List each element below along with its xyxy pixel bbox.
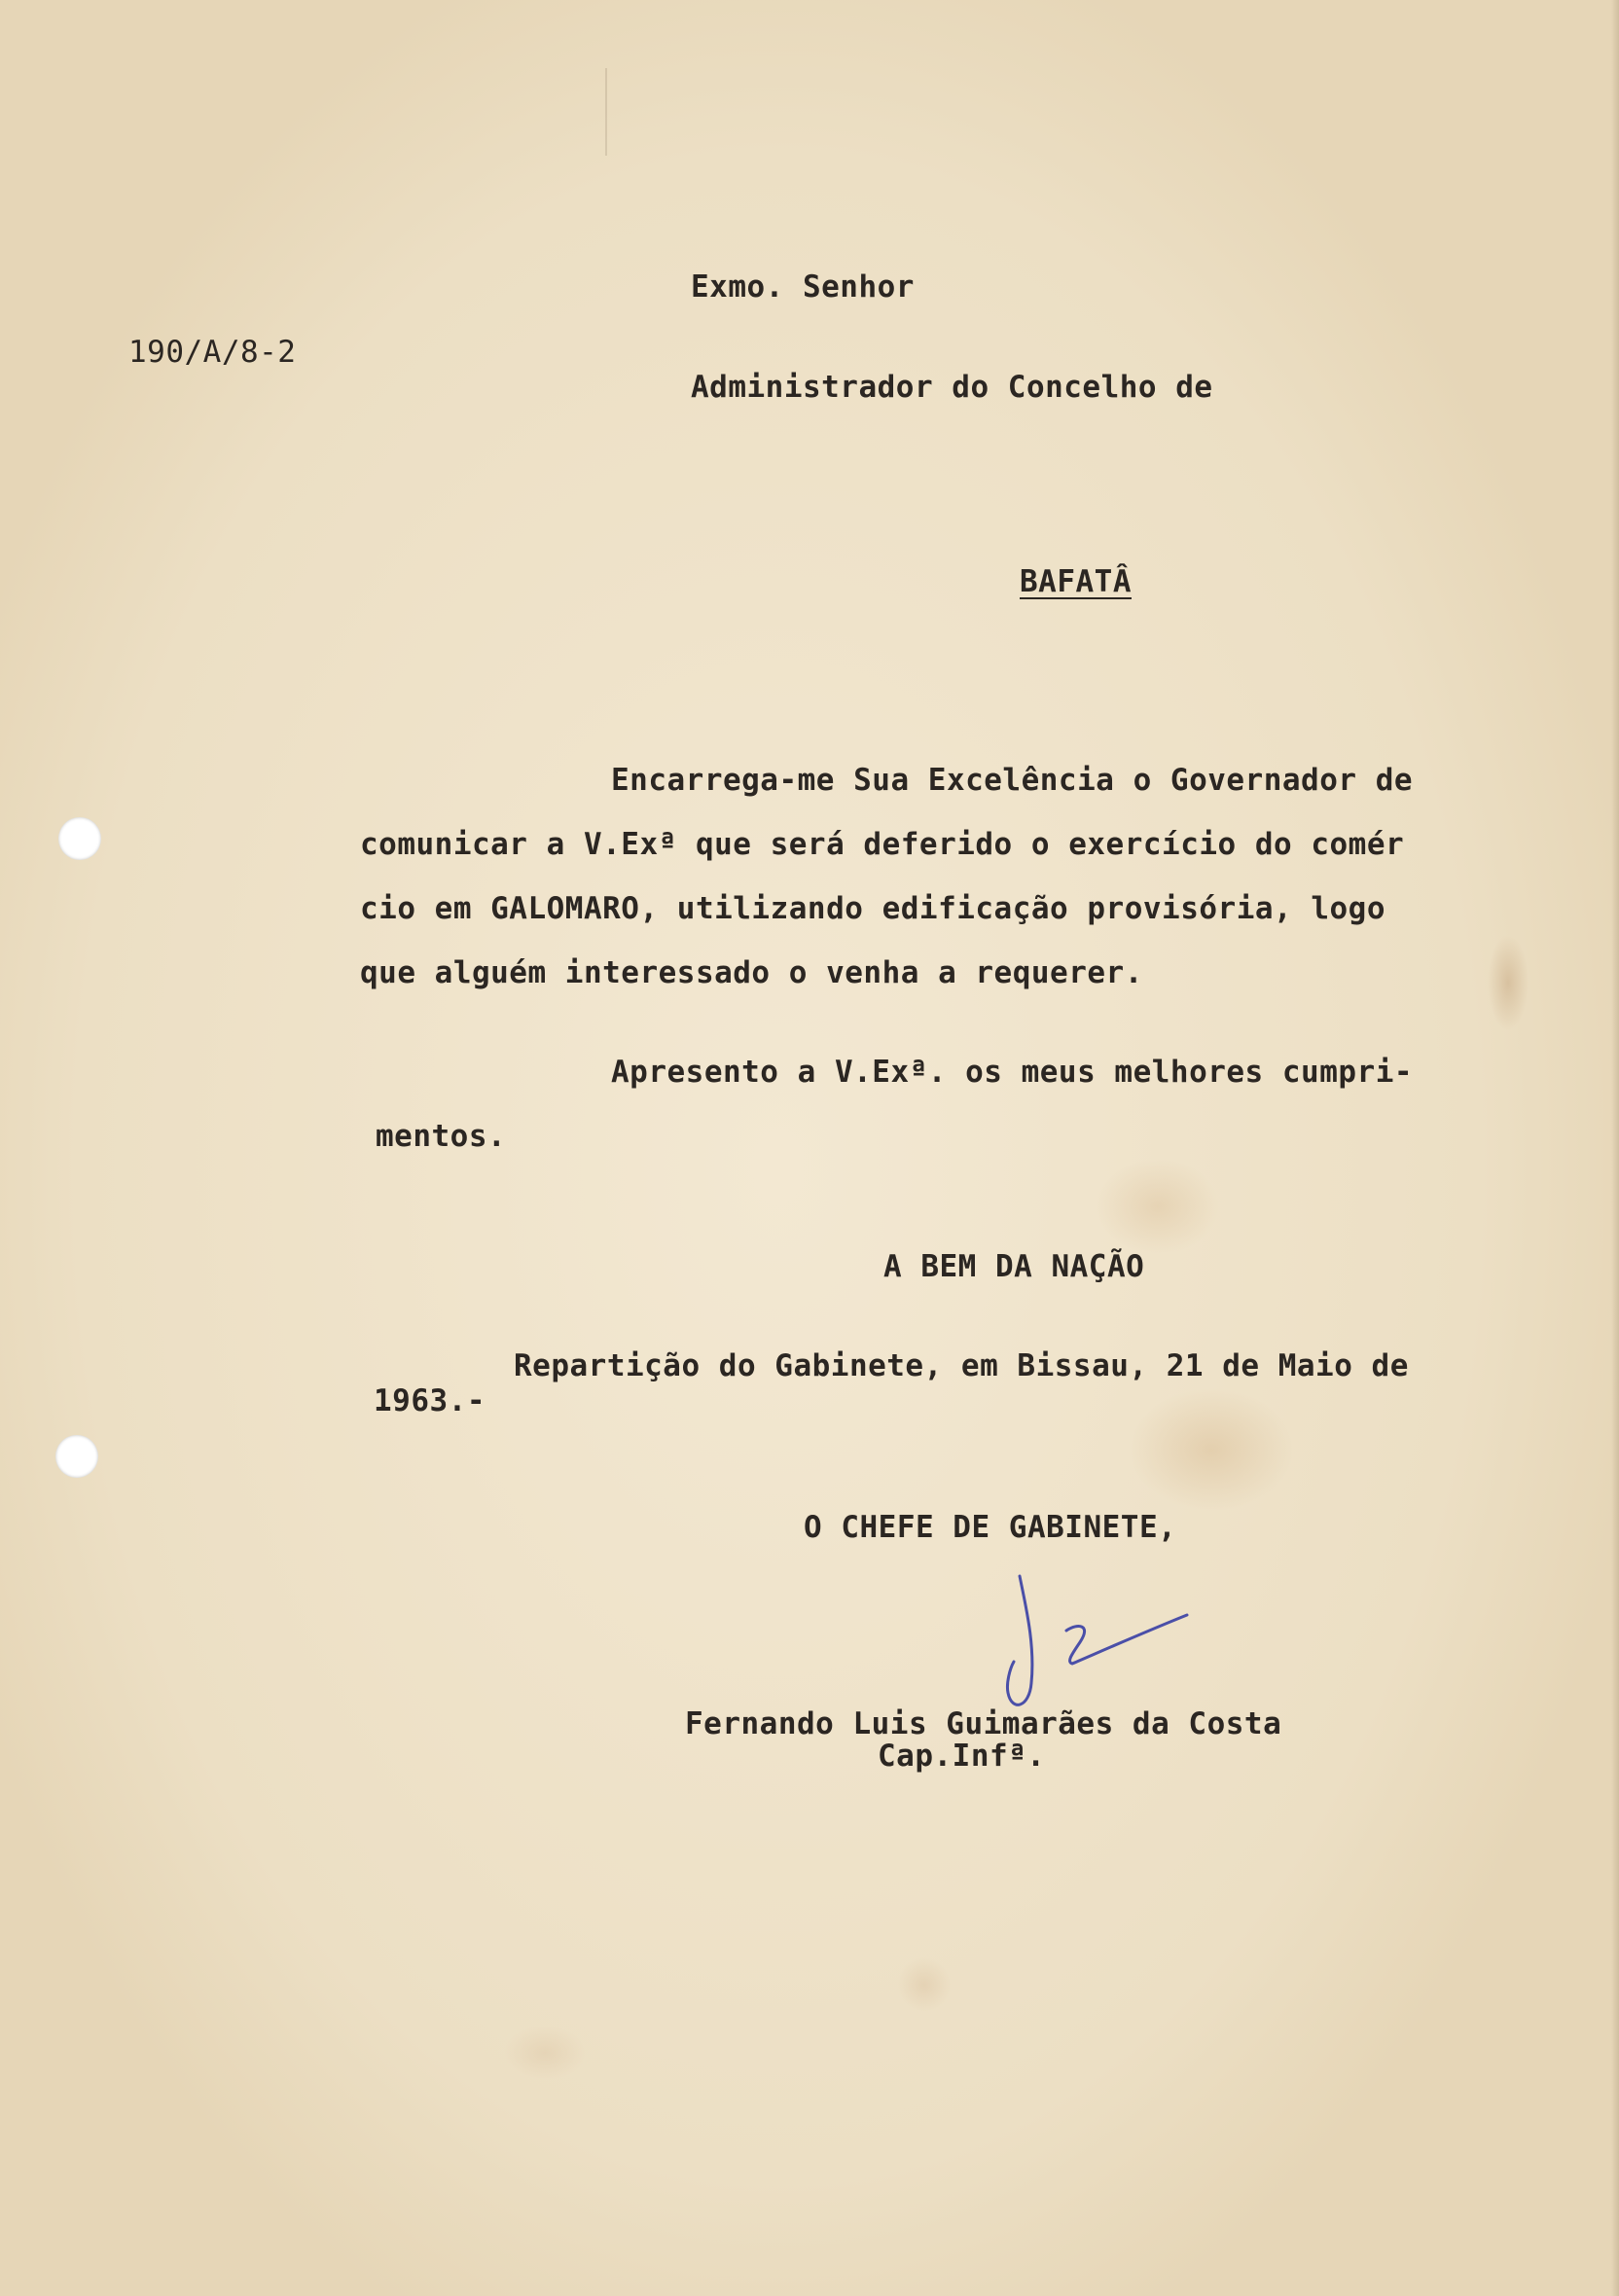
- signatory-name: Fernando Luis Guimarães da Costa: [685, 1706, 1282, 1741]
- body-line-4: que alguém interessado o venha a requerer.: [360, 955, 1143, 990]
- signatory-title: O CHEFE DE GABINETE,: [804, 1510, 1177, 1545]
- closing-line-1: Apresento a V.Exª. os meus melhores cumpri-: [611, 1055, 1414, 1090]
- body-line-3: cio em GALOMARO, utilizando edificação provisória, logo: [360, 891, 1385, 926]
- place-date-line-1: Repartição do Gabinete, em Bissau, 21 de Maio de: [514, 1348, 1409, 1383]
- punch-hole-bottom: [55, 1435, 98, 1478]
- signatory-rank: Cap.Infª.: [878, 1739, 1046, 1774]
- closing-line-2: mentos.: [376, 1119, 507, 1154]
- body-line-2: comunicar a V.Exª que será deferido o exercício do comér: [360, 827, 1405, 862]
- motto: A BEM DA NAÇÃO: [883, 1249, 1145, 1284]
- punch-hole-top: [58, 817, 101, 860]
- place-date-line-2: 1963.-: [374, 1383, 486, 1418]
- addressee: Administrador do Concelho de: [691, 370, 1213, 405]
- salutation: Exmo. Senhor: [691, 269, 915, 305]
- paper-edge-shadow: [1611, 0, 1619, 2296]
- location-heading: BAFATÂ: [1020, 564, 1132, 599]
- body-line-1: Encarrega-me Sua Excelência o Governador de: [611, 763, 1414, 798]
- handwritten-signature: [1002, 1566, 1197, 1722]
- reference-number: 190/A/8-2: [128, 335, 297, 370]
- paper-crease: [605, 68, 607, 156]
